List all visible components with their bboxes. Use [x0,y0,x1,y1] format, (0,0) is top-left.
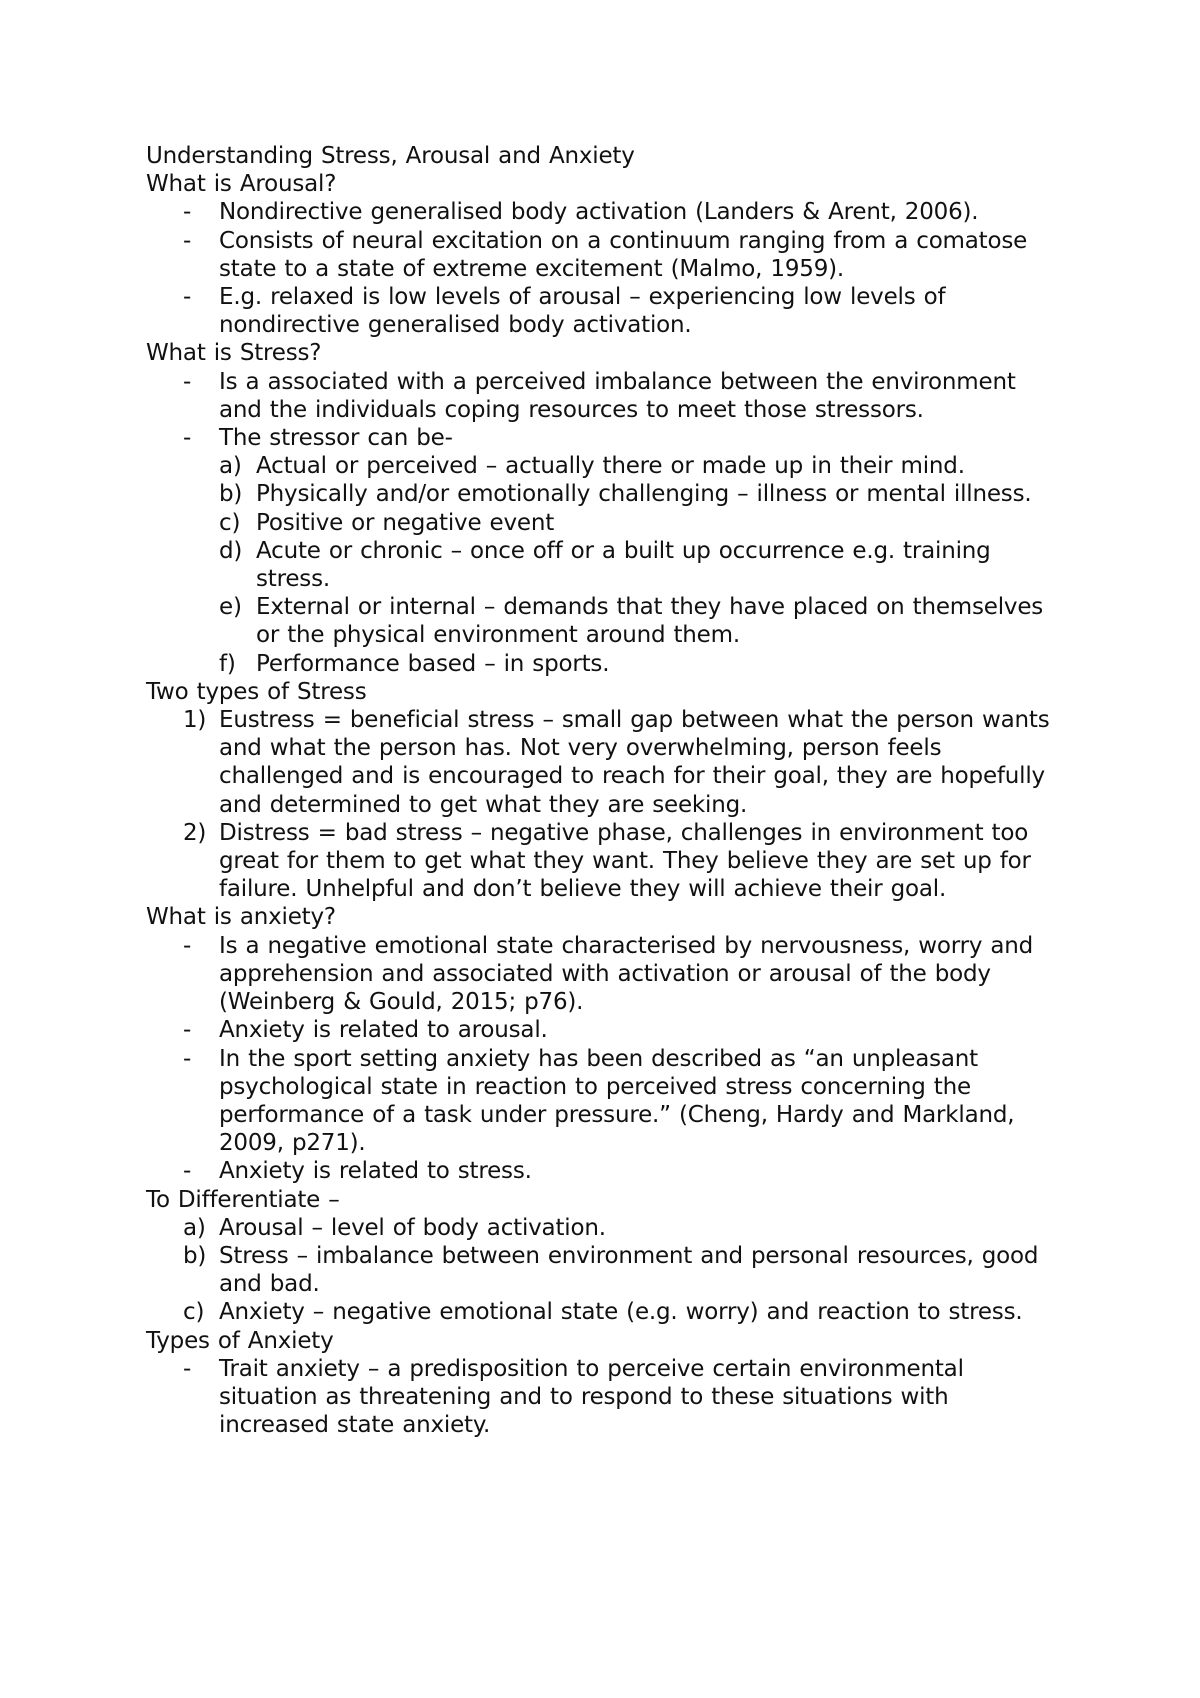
list-item [146,706,1066,819]
stress-list [146,368,1066,453]
list-marker: f) [219,650,236,677]
list-item-text: Stress – imbalance between environment and personal resources, good and bad. [219,1242,1039,1298]
bullet-marker: - [183,284,192,311]
list-item [146,1298,1066,1326]
list-item-text: Acute or chronic – once off or a built up occurrence e.g. training stress. [256,537,991,593]
list-item-text: E.g. relaxed is low levels of arousal – experiencing low levels of nondirective generalised body activation. [219,284,946,339]
list-item [146,819,1066,904]
heading-differentiate: To Differentiate – [146,1186,340,1213]
stressor-types-list [146,452,1066,678]
heading-arousal: What is Arousal? [146,171,337,198]
bullet-marker: - [183,199,192,226]
list-item-text: The stressor can be- [219,425,453,452]
list-item-text: Is a negative emotional state characterised by nervousness, worry and apprehension and associated with activation or arousal of the body (Weinberg & Gould, 2015; p76). [219,932,1034,1016]
document-title: Understanding Stress, Arousal and Anxiety [146,143,635,169]
list-item-text: Performance based – in sports. [256,650,610,677]
bullet-marker: - [183,932,192,959]
bullet-marker: - [183,227,192,254]
list-marker: b) [183,1242,207,1269]
heading-stress: What is Stress? [146,340,322,367]
list-marker: 2) [183,819,207,846]
list-item [146,932,1066,1017]
list-item [146,1214,1066,1242]
list-item [146,650,1066,678]
list-marker: a) [219,453,242,480]
list-marker: e) [219,594,242,621]
list-item-text: Arousal – level of body activation. [219,1214,606,1241]
list-item [146,1016,1066,1044]
list-item-text: Positive or negative event [256,509,555,536]
arousal-list [146,198,1066,339]
list-marker: 1) [183,707,207,734]
list-item [146,452,1066,480]
list-item [146,424,1066,452]
list-item [146,537,1066,593]
heading-anxiety: What is anxiety? [146,904,336,931]
list-item [146,283,1066,339]
list-item-text: Anxiety is related to arousal. [219,1017,548,1044]
list-item [146,1045,1066,1158]
types-of-stress-list [146,706,1066,903]
list-item-text: Trait anxiety – a predisposition to perceive certain environmental situation as threatening and to respond to these situations with increased state anxiety. [219,1355,964,1439]
list-item [146,593,1066,649]
list-item [146,198,1066,226]
list-item [146,1355,1066,1440]
heading-types-of-stress: Two types of Stress [146,678,367,705]
list-marker: c) [183,1299,205,1326]
list-item-text: Consists of neural excitation on a continuum ranging from a comatose state to a state of extreme excitement (Malmo, 1959). [219,227,1028,282]
differentiate-list [146,1214,1066,1327]
bullet-marker: - [183,1045,192,1072]
list-marker: c) [219,509,241,536]
heading-types-of-anxiety: Types of Anxiety [146,1327,334,1354]
list-item-text: Distress = bad stress – negative phase, challenges in environment too great for them to get what they want. They believe they are set up for failure. Unhelpful and don’t believe they will achieve their goal. [219,819,1031,903]
bullet-marker: - [183,425,192,452]
list-item [146,480,1066,508]
types-of-anxiety-list [146,1355,1066,1440]
list-item [146,368,1066,424]
anxiety-list [146,932,1066,1186]
bullet-marker: - [183,1158,192,1185]
document-body [146,142,1066,1439]
list-item [146,509,1066,537]
list-item-text: Eustress = beneficial stress – small gap between what the person wants and what the person has. Not very overwhelming, person feels challenged and is encouraged to reach for their goal, they are hopefully and determined to get what they are seeking. [219,707,1050,818]
list-item-text: In the sport setting anxiety has been described as “an unpleasant psychological state in reaction to perceived stress concerning the performance of a task under pressure.” (Cheng, Hardy and Markland, 2009, p271). [219,1045,1015,1157]
list-item [146,1242,1066,1298]
list-item-text: Actual or perceived – actually there or made up in their mind. [256,453,965,480]
list-item-text: Nondirective generalised body activation (Landers & Arent, 2006). [219,199,979,226]
list-item-text: Physically and/or emotionally challenging – illness or mental illness. [256,481,1032,508]
bullet-marker: - [183,1017,192,1044]
list-marker: a) [183,1214,206,1241]
list-item-text: Is a associated with a perceived imbalance between the environment and the individuals coping resources to meet those stressors. [219,368,1016,423]
list-marker: d) [219,537,243,564]
list-item [146,227,1066,283]
bullet-marker: - [183,1355,192,1382]
list-item-text: External or internal – demands that they have placed on themselves or the physical environment around them. [256,594,1044,649]
list-item-text: Anxiety – negative emotional state (e.g. worry) and reaction to stress. [219,1299,1023,1326]
list-item-text: Anxiety is related to stress. [219,1158,532,1185]
bullet-marker: - [183,368,192,395]
list-item [146,1157,1066,1185]
list-marker: b) [219,481,243,508]
